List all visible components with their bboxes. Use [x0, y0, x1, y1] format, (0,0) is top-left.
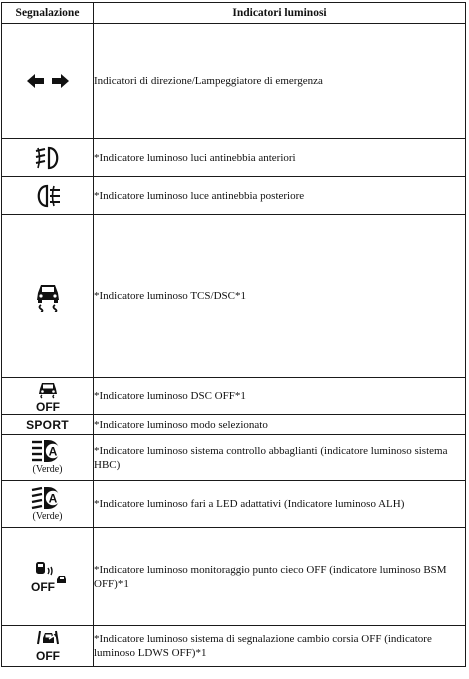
description-cell: *Indicatore luminoso luci antinebbia anteriori — [94, 139, 466, 177]
symbol-cell — [2, 177, 94, 215]
ldws-off-text: OFF — [35, 649, 60, 663]
table-row — [2, 215, 466, 378]
table-row — [2, 139, 466, 177]
hbc-letter: A — [48, 444, 57, 459]
table-header-row — [2, 3, 466, 24]
dsc-off-text: OFF — [35, 400, 60, 412]
table-row — [2, 481, 466, 528]
symbol-cell — [2, 528, 94, 626]
header-symbol: Segnalazione — [2, 3, 94, 24]
description-cell: *Indicatore luminoso fari a LED adattativi (Indicatore luminoso ALH) — [94, 481, 466, 528]
bsm-off-text: OFF — [30, 579, 55, 593]
symbol-cell — [2, 24, 94, 139]
high-beam-control-icon — [2, 439, 93, 463]
description-cell: *Indicatore luminoso luce antinebbia posteriore — [94, 177, 466, 215]
description-cell: *Indicatore luminoso DSC OFF*1 — [94, 378, 466, 415]
table-row — [2, 435, 466, 481]
front-fog-light-icon — [2, 145, 93, 171]
symbol-cell — [2, 139, 94, 177]
header-description: Indicatori luminosi — [94, 3, 466, 24]
ldws-off-icon — [2, 629, 93, 663]
tcs-dsc-skid-car-icon — [2, 280, 93, 312]
description-cell: Indicatori di direzione/Lampeggiatore di emergenza — [94, 24, 466, 139]
turn-signal-arrows-icon — [2, 73, 93, 89]
table-row — [2, 378, 466, 415]
description-cell: *Indicatore luminoso sistema controllo abbaglianti (indicatore luminoso sistema HBC) — [94, 435, 466, 481]
description-cell: *Indicatore luminoso modo selezionato — [94, 415, 466, 435]
adaptive-led-headlights-icon — [2, 486, 93, 510]
dsc-off-icon — [2, 380, 93, 412]
symbol-cell — [2, 435, 94, 481]
symbol-caption: (Verde) — [32, 464, 63, 475]
symbol-caption: (Verde) — [32, 510, 63, 522]
table-row — [2, 24, 466, 139]
description-cell: *Indicatore luminoso TCS/DSC*1 — [94, 215, 466, 378]
table-row — [2, 415, 466, 435]
symbol-cell — [2, 481, 94, 528]
alh-letter: A — [48, 490, 57, 505]
table-row — [2, 177, 466, 215]
sport-mode-icon: SPORT — [26, 417, 69, 432]
indicator-table — [1, 2, 466, 667]
table-row — [2, 528, 466, 626]
symbol-cell — [2, 415, 94, 435]
symbol-cell — [2, 626, 94, 667]
description-cell: *Indicatore luminoso monitoraggio punto cieco OFF (indicatore luminoso BSM OFF)*1 — [94, 528, 466, 626]
description-cell: *Indicatore luminoso sistema di segnalazione cambio corsia OFF (indicatore luminoso LDWS OFF)*1 — [94, 626, 466, 667]
rear-fog-light-icon — [2, 183, 93, 209]
symbol-cell — [2, 378, 94, 415]
table-row — [2, 626, 466, 667]
symbol-cell — [2, 215, 94, 378]
bsm-off-icon — [2, 561, 93, 593]
